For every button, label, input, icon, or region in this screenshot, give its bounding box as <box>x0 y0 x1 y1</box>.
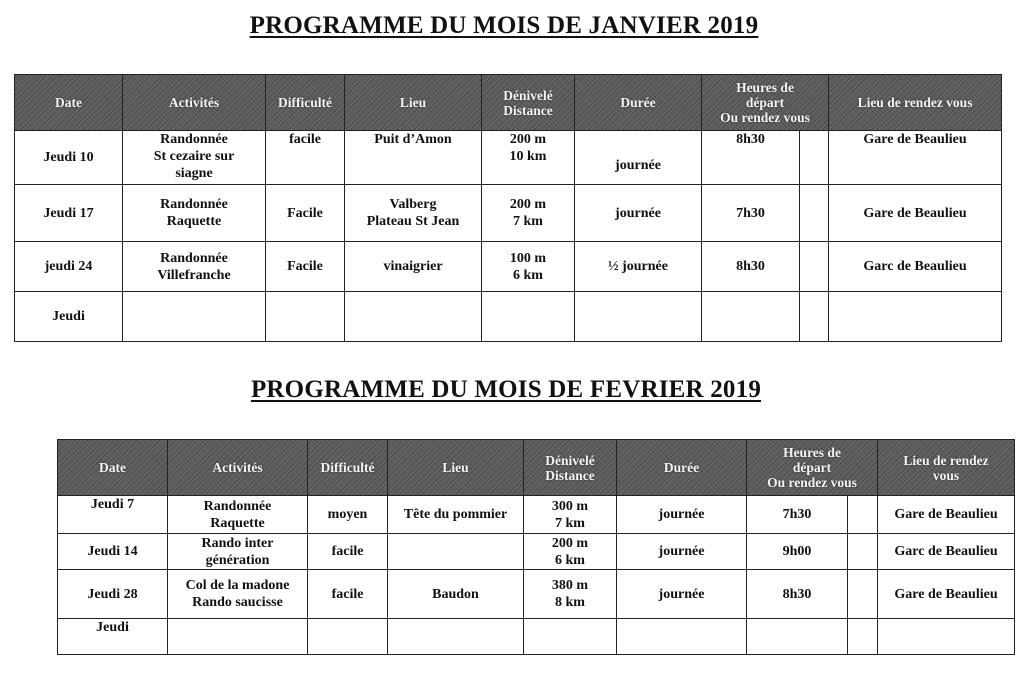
cell-activite: Randonnée Villefranche <box>123 242 266 292</box>
cell-denivele: 200 m 10 km <box>482 131 575 185</box>
table-row <box>58 619 1015 655</box>
cell-activite: Randonnée St cezaire sur siagne <box>123 131 266 185</box>
cell-date: Jeudi 28 <box>58 570 168 619</box>
cell-activite: Rando inter génération <box>168 534 308 570</box>
cell-rendez-vous: Garc de Beaulieu <box>878 534 1015 570</box>
cell-lieu: Valberg Plateau St Jean <box>345 185 482 242</box>
table-row <box>15 185 1002 242</box>
cell-duree: ½ journée <box>575 242 702 292</box>
cell-duree: journée <box>575 185 702 242</box>
cell-empty <box>800 242 829 292</box>
cell-date: Jeudi <box>15 292 123 342</box>
cell-rendez-vous <box>878 619 1015 655</box>
cell-heure: 7h30 <box>747 496 848 534</box>
cell-empty <box>800 185 829 242</box>
header-heures: Heures de départ Ou rendez vous <box>747 440 878 496</box>
header-lieu: Lieu <box>345 75 482 131</box>
cell-date: Jeudi 14 <box>58 534 168 570</box>
cell-duree <box>617 619 747 655</box>
header-rendez-vous: Lieu de rendez vous <box>829 75 1002 131</box>
table-row <box>15 131 1002 185</box>
header-activites: Activités <box>168 440 308 496</box>
cell-activite: Randonnée Raquette <box>123 185 266 242</box>
cell-heure: 7h30 <box>702 185 800 242</box>
february-program-table <box>57 439 1015 655</box>
header-denivele: Dénivelé Distance <box>524 440 617 496</box>
cell-date: jeudi 24 <box>15 242 123 292</box>
cell-activite: Randonnée Raquette <box>168 496 308 534</box>
cell-activite: Col de la madone Rando saucisse <box>168 570 308 619</box>
cell-empty <box>848 619 878 655</box>
cell-difficulte: facile <box>308 534 388 570</box>
cell-difficulte: facile <box>266 131 345 185</box>
header-date: Date <box>58 440 168 496</box>
cell-rendez-vous: Gare de Beaulieu <box>878 570 1015 619</box>
header-rendez-vous: Lieu de rendez vous <box>878 440 1015 496</box>
cell-lieu: Baudon <box>388 570 524 619</box>
header-date: Date <box>15 75 123 131</box>
cell-empty <box>848 570 878 619</box>
january-program-table <box>14 74 1002 342</box>
cell-difficulte: Facile <box>266 242 345 292</box>
cell-empty <box>848 496 878 534</box>
cell-rendez-vous: Gare de Beaulieu <box>829 185 1002 242</box>
cell-duree: journée <box>617 496 747 534</box>
cell-duree: journée <box>617 534 747 570</box>
header-duree: Durée <box>575 75 702 131</box>
cell-heure: 9h00 <box>747 534 848 570</box>
cell-denivele: 300 m 7 km <box>524 496 617 534</box>
cell-denivele: 200 m 6 km <box>524 534 617 570</box>
january-header-row <box>15 75 1002 131</box>
header-duree: Durée <box>617 440 747 496</box>
cell-denivele <box>524 619 617 655</box>
cell-heure: 8h30 <box>747 570 848 619</box>
cell-lieu: vinaigrier <box>345 242 482 292</box>
cell-activite <box>168 619 308 655</box>
cell-heure <box>747 619 848 655</box>
cell-rendez-vous: Gare de Beaulieu <box>878 496 1015 534</box>
cell-date: Jeudi 7 <box>58 496 168 534</box>
cell-difficulte: moyen <box>308 496 388 534</box>
cell-denivele: 200 m 7 km <box>482 185 575 242</box>
table-row <box>58 570 1015 619</box>
header-heures: Heures de départ Ou rendez vous <box>702 75 829 131</box>
cell-rendez-vous <box>829 292 1002 342</box>
header-difficulte: Difficulté <box>266 75 345 131</box>
cell-denivele: 380 m 8 km <box>524 570 617 619</box>
header-denivele: Dénivelé Distance <box>482 75 575 131</box>
cell-date: Jeudi <box>58 619 168 655</box>
cell-date: Jeudi 17 <box>15 185 123 242</box>
cell-date: Jeudi 10 <box>15 131 123 185</box>
february-header-row <box>58 440 1015 496</box>
cell-denivele <box>482 292 575 342</box>
cell-heure <box>702 292 800 342</box>
cell-duree: journée <box>575 131 702 185</box>
cell-heure: 8h30 <box>702 131 800 185</box>
cell-rendez-vous: Gare de Beaulieu <box>829 131 1002 185</box>
cell-lieu: Puit d’Amon <box>345 131 482 185</box>
cell-difficulte <box>308 619 388 655</box>
table-row <box>58 496 1015 534</box>
january-title: PROGRAMME DU MOIS DE JANVIER 2019 <box>249 12 759 39</box>
cell-duree: journée <box>617 570 747 619</box>
header-lieu: Lieu <box>388 440 524 496</box>
cell-lieu <box>388 534 524 570</box>
cell-denivele: 100 m 6 km <box>482 242 575 292</box>
table-row <box>15 292 1002 342</box>
table-row <box>58 534 1015 570</box>
cell-heure: 8h30 <box>702 242 800 292</box>
cell-duree <box>575 292 702 342</box>
cell-difficulte <box>266 292 345 342</box>
header-activites: Activités <box>123 75 266 131</box>
header-difficulte: Difficulté <box>308 440 388 496</box>
cell-activite <box>123 292 266 342</box>
cell-difficulte: facile <box>308 570 388 619</box>
cell-rendez-vous: Garc de Beaulieu <box>829 242 1002 292</box>
february-title: PROGRAMME DU MOIS DE FEVRIER 2019 <box>250 376 762 403</box>
cell-lieu <box>388 619 524 655</box>
cell-empty <box>800 131 829 185</box>
cell-difficulte: Facile <box>266 185 345 242</box>
cell-lieu: Tête du pommier <box>388 496 524 534</box>
table-row <box>15 242 1002 292</box>
cell-lieu <box>345 292 482 342</box>
cell-empty <box>848 534 878 570</box>
cell-empty <box>800 292 829 342</box>
